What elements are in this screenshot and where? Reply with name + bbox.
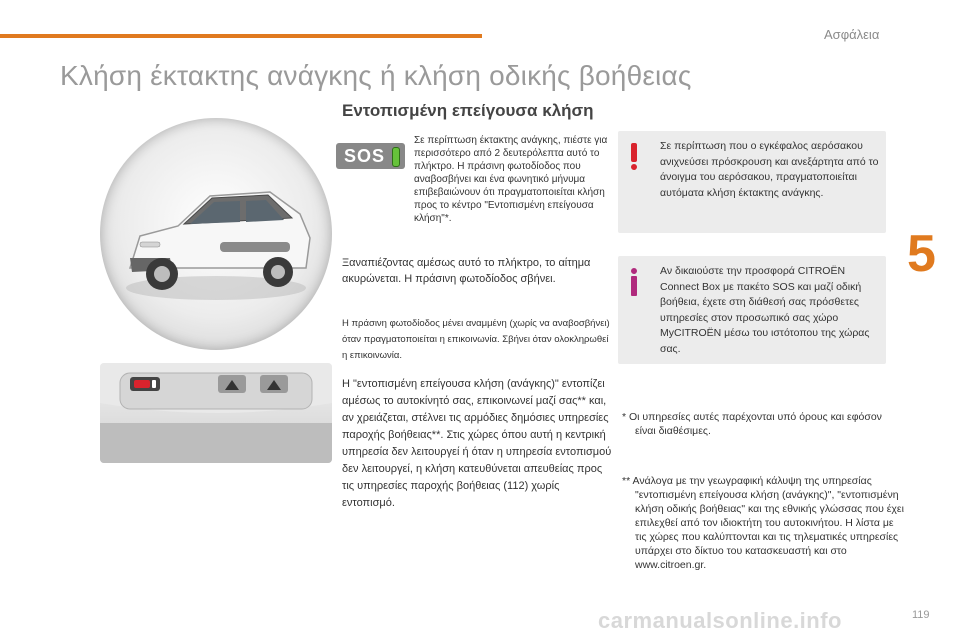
car-icon	[100, 118, 332, 350]
footnote-2: ** Ανάλογα με την γεωγραφική κάλυψη της υπηρεσίας "εντοπισμένη επείγουσα κλήση (ανάγκης)", "εντοπισμένη κλήση οδικής βοήθειας" και της εθνικής γλώσσας που έχει επιλεχθεί από τον ιδιοκτήτη του αυτοκινήτου. Η λίστα με τις χώρες που καλύπτονται και τις τηλεματικές υπηρεσίες υπάρχει στο δίκτυο του κατασκευαστή και στο www.citroen.gr.	[622, 475, 904, 571]
chapter-number: 5	[907, 225, 936, 283]
sos-led-icon	[392, 147, 400, 167]
section-label: Ασφάλεια	[824, 27, 880, 42]
led-note: Η πράσινη φωτοδίοδος μένει αναμμένη (χωρίς να αναβοσβήνει) όταν πραγματοποιείται η επικοινωνία. Σβήνει όταν ολοκληρωθεί η επικοινωνία.	[342, 318, 610, 361]
page-title: Κλήση έκτακτης ανάγκης ή κλήση οδικής βοήθειας	[60, 60, 692, 91]
cancel-text: Ξαναπιέζοντας αμέσως αυτό το πλήκτρο, το αίτημα ακυρώνεται. Η πράσινη φωτοδίοδος σβήνει.	[342, 257, 591, 285]
header-accent-bar	[0, 34, 482, 38]
sos-instructions: Σε περίπτωση έκτακτης ανάγκης, πιέστε για περισσότερο από 2 δευτερόλεπτα αυτό το πλήκτρο. Η πράσινη φωτοδίοδος που αναβοσβήνει και ένα φωνητικό μήνυμα επιβεβαιώνουν ότι πραγματοποιείται κλήση προς το κέντρο "Εντοπισμένη επείγουσα κλήση"*.	[414, 135, 608, 224]
footnote-1: * Οι υπηρεσίες αυτές παρέχονται υπό όρους και εφόσον είναι διαθέσιμες.	[622, 411, 882, 437]
info-box	[618, 256, 886, 364]
section-subtitle: Εντοπισμένη επείγουσα κλήση	[342, 101, 594, 120]
car-illustration	[100, 118, 332, 350]
warning-text: Σε περίπτωση που ο εγκέφαλος αερόσακου ανιχνεύσει πρόσκρουση και ανεξάρτητα από το άνοιγμα του αερόσακου, πραγματοποιείται αυτόματα κλήση έκτακτης ανάγκης.	[660, 140, 879, 199]
sos-button[interactable]	[336, 143, 405, 169]
main-text: Η "εντοπισμένη επείγουσα κλήση (ανάγκης)" εντοπίζει αμέσως το αυτοκίνητό σας, επικοινωνεί μαζί σας** και, αν χρειάζεται, στέλνει τις αρμόδιες δημόσιες υπηρεσίες παροχής βοήθειας**. Στις χώρες όπου αυτή η κεντρική υπηρεσία δεν λειτουργεί ή όταν η υπηρεσία εντοπισμού δεν λειτουργεί, η κλήση κατευθύνεται απευθείας προς τις υπηρεσίες παροχής βοήθειας (112) χωρίς εντοπισμό.	[342, 378, 612, 509]
sos-label: SOS	[344, 146, 386, 166]
exclamation-icon	[626, 143, 642, 171]
watermark: carmanualsonline.info	[598, 608, 842, 633]
info-icon	[626, 268, 642, 296]
warning-box	[618, 131, 886, 233]
page-number: 119	[912, 609, 930, 621]
console-icon	[100, 363, 332, 463]
info-text: Αν δικαιούστε την προσφορά CITROËN Connect Box με πακέτο SOS και μαζί οδική βοήθεια, έχετε στη διάθεσή σας πρόσθετες υπηρεσίες στον προσωπικό σας χώρο MyCITROËN μέσω του ιστότοπου της χώρας σας.	[660, 265, 870, 355]
ceiling-console-illustration	[100, 363, 332, 463]
